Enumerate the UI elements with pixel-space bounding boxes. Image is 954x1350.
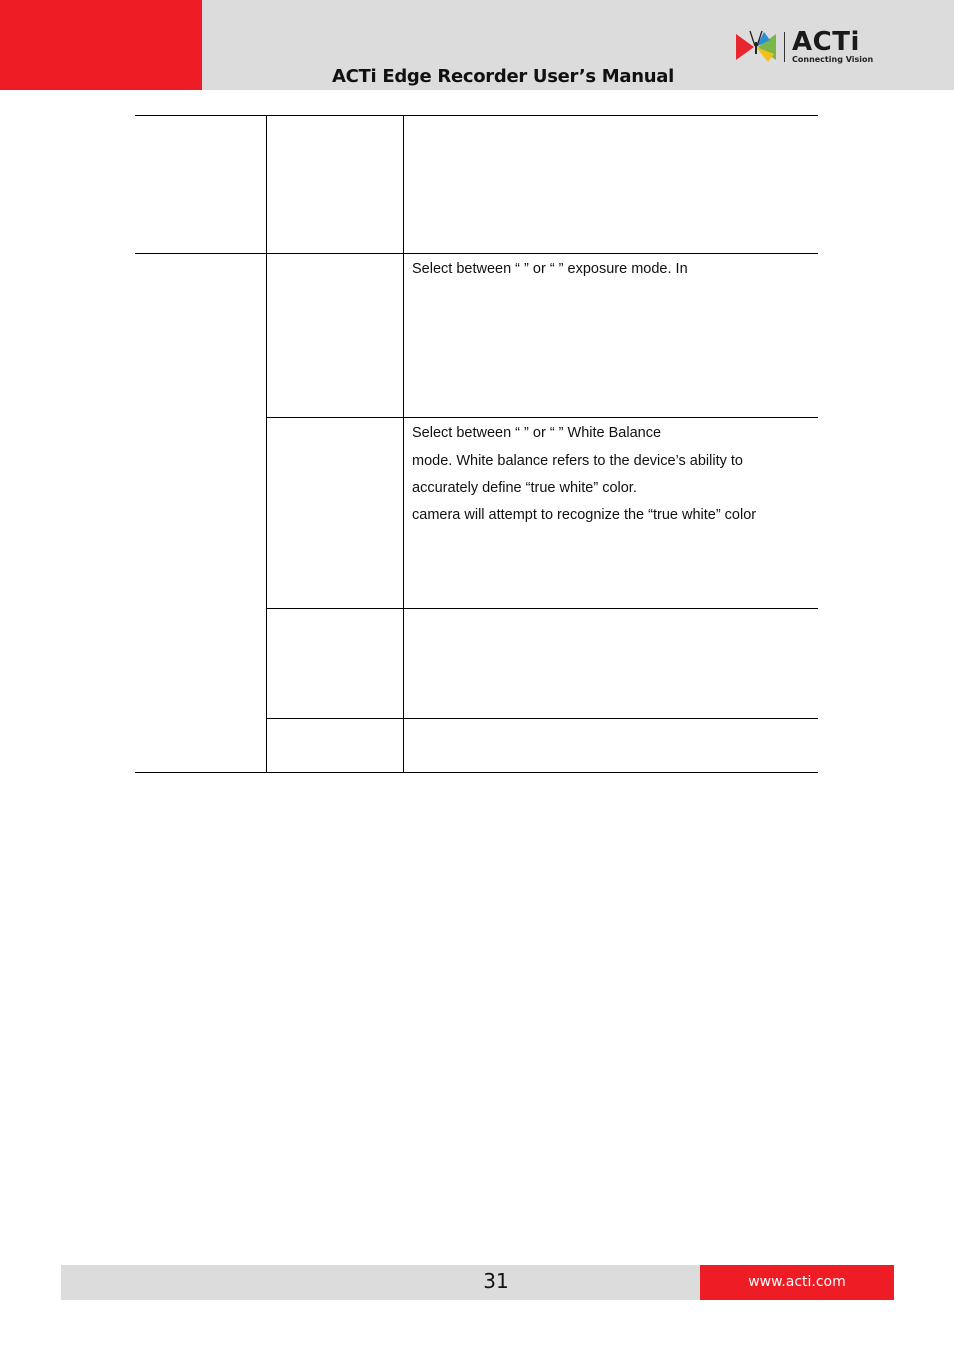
description-line: Select between “ ” or “ ” exposure mode. In bbox=[412, 261, 688, 277]
table-top-border bbox=[135, 115, 818, 116]
description-line: Select between “ ” or “ ” White Balance bbox=[412, 425, 662, 441]
acti-logo bbox=[734, 27, 874, 68]
table-row-divider bbox=[266, 608, 818, 609]
logo-tagline: Connecting Vision bbox=[792, 55, 874, 64]
table-column-divider bbox=[403, 115, 404, 773]
table-column-divider bbox=[266, 115, 267, 773]
logo-divider bbox=[784, 32, 785, 62]
document-title: ACTi Edge Recorder User’s Manual bbox=[332, 66, 675, 87]
table-row-divider bbox=[266, 718, 818, 719]
description-line: mode. White balance refers to the device’s ability to bbox=[412, 452, 743, 469]
logo-wordmark: ACTi bbox=[792, 27, 860, 57]
description-line: camera will attempt to recognize the “true white” color bbox=[412, 506, 757, 523]
footer-bar bbox=[61, 1265, 700, 1300]
page-number: 31 bbox=[483, 1269, 509, 1293]
table-row-divider bbox=[135, 253, 818, 254]
table-cell-description bbox=[412, 420, 756, 529]
footer-url-block bbox=[700, 1265, 894, 1300]
butterfly-logo-icon bbox=[734, 30, 778, 64]
website-link[interactable]: www.acti.com bbox=[748, 1274, 846, 1290]
table-row-divider bbox=[266, 417, 818, 418]
table-bottom-border bbox=[135, 772, 818, 773]
header-red-block bbox=[0, 0, 202, 90]
table-cell-description bbox=[412, 256, 688, 284]
description-line: accurately define “true white” color. bbox=[412, 480, 637, 496]
